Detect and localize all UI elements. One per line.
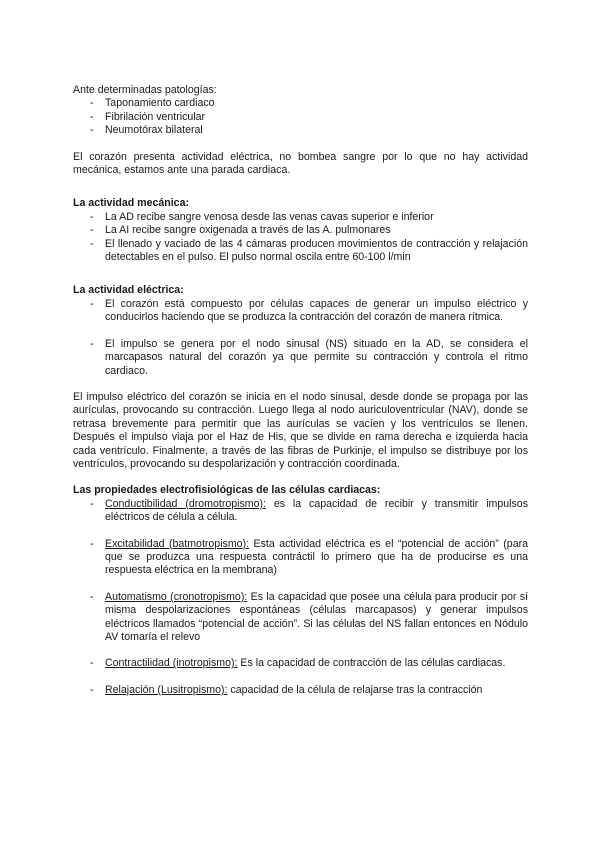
list-item: - La AD recibe sangre venosa desde las venas cavas superior e inferior [73, 211, 528, 224]
property-text: Esta actividad eléctrica es el “potencial de acción” (para que se produzca una respuesta contráctil lo primero que ha de producirse es una respuesta eléctrica en la membrana) [105, 537, 529, 577]
property-term: Relajación (Lusitropismo): [105, 683, 228, 696]
list-item: - El corazón está compuesto por células capaces de generar un impulso eléctrico y conducirlos haciendo que se produzca la contracción del corazón de manera rítmica. [73, 298, 528, 325]
list-item [73, 498, 528, 525]
property-term: Automatismo (cronotropismo): [105, 590, 248, 603]
property-text: Es la capacidad de contracción de las células cardiacas. [237, 657, 506, 670]
mechanical-heading: La actividad mecánica: [73, 197, 189, 210]
document-page [73, 84, 528, 697]
property-text: capacidad de la célula de relajarse tras la contracción [227, 683, 483, 696]
list-item: - El llenado y vaciado de las 4 cámaras producen movimientos de contracción y relajación detectables en el pulso. El pulso normal oscila entre 60-100 l/min [73, 238, 528, 265]
intro-text: Ante determinadas patologías: [73, 84, 217, 96]
list-item [73, 657, 528, 670]
list-item: - Neumotórax bilateral [73, 124, 528, 137]
list-item [73, 538, 528, 578]
property-term: Excitabilidad (batmotropismo): [105, 537, 250, 550]
properties-list [73, 498, 528, 697]
property-text: es la capacidad de recibir y transmitir impulsos eléctricos de célula a célula. [105, 497, 528, 524]
property-text: Es la capacidad que posee una célula para producir por sí misma despolarizaciones espontáneas (células marcapasos) y generar impulsos eléctricos llamados “potencial de acción”. Si las células del NS fallan entonces en Nódulo AV tomaría el relevo [105, 590, 528, 643]
list-item: - El impulso se genera por el nodo sinusal (NS) situado en la AD, se considera el marcapasos natural del corazón ya que permite su contracción y controla el ritmo cardiaco. [73, 338, 528, 378]
list-item [73, 684, 528, 697]
pathology-list [73, 97, 528, 137]
property-term: Contractilidad (inotropismo): [105, 657, 238, 670]
list-item: - La AI recibe sangre oxigenada a través de las A. pulmonares [73, 224, 528, 237]
electrical-heading: La actividad eléctrica: [73, 284, 184, 297]
list-item: - Fibrilación ventricular [73, 111, 528, 124]
conduction-paragraph: El impulso eléctrico del corazón se inicia en el nodo sinusal, desde donde se propaga por las aurículas, provocando su contracción. Luego llega al nodo auriculoventricular (NAV), donde se retrasa brevemente para permitir que las aurículas se vacíen y los ventrículos se llenen. Después el impulso viaja por el Haz de His, que se divide en rama derecha e izquierda hacia cada ventrículo. Finalmente, a través de las fibras de Purkinje, el impulso se distribuye por los ventrículos, provocando su despolarización y contracción coordinada. [73, 390, 528, 470]
arrest-paragraph: El corazón presenta actividad eléctrica, no bombea sangre por lo que no hay actividad mecánica, estamos ante una parada cardiaca. [73, 150, 528, 177]
properties-heading: Las propiedades electrofisiológicas de las células cardiacas: [73, 484, 381, 497]
mechanical-list [73, 211, 528, 265]
list-item [73, 591, 528, 645]
property-term: Conductibilidad (dromotropismo): [105, 497, 266, 510]
list-item: - Taponamiento cardiaco [73, 97, 528, 110]
electrical-list [73, 298, 528, 378]
